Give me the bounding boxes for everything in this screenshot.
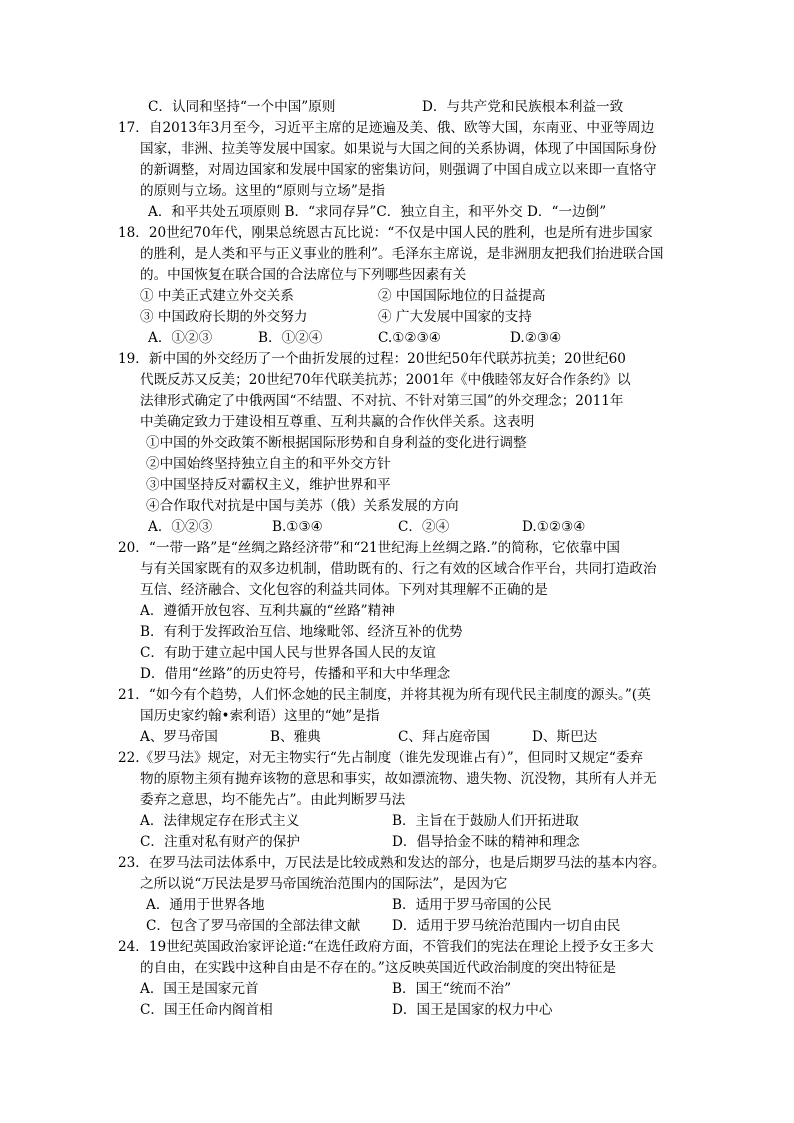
q23-stem-line-1: 23．在罗马法司法体系中，万民法是比较成熟和发达的部分，也是后期罗马法的基本内容。 xyxy=(118,855,666,871)
q19-option-d: D.①②③④ xyxy=(522,519,586,535)
q20-option-c: C．有助于建立起中国人民与世界各国人民的友谊 xyxy=(140,645,436,661)
q23-option-a: A．通用于世界各地 xyxy=(146,897,265,913)
q22-stem-line-3: 委弃之意思，均不能先占”。由此判断罗马法 xyxy=(140,792,406,808)
q19-item-1: ①中国的外交政策不断根据国际形势和自身利益的变化进行调整 xyxy=(146,435,527,451)
q17-stem-line-2: 国家，非洲、拉美等发展中国家。如果说与大国之间的关系协调，体现了中国国际身份 xyxy=(140,141,657,157)
q21-stem-line-2: 国历史家约翰•索利语）这里的“她”是指 xyxy=(140,708,380,724)
q22-option-a: A．法律规定存在形式主义 xyxy=(140,813,300,829)
q18-stem-line-3: 的。中国恢复在联合国的合法席位与下列哪些因素有关 xyxy=(140,267,467,283)
q20-stem-line-1: 20．“一带一路”是“丝绸之路经济带”和“21世纪海上丝绸之路.”的简称，它依靠中国 xyxy=(118,540,621,556)
q17-stem-line-1: 17．自2013年3月至今，习近平主席的足迹遍及美、俄、欧等大国，东南亚、中亚等周边 xyxy=(118,120,655,136)
q21-option-c: C、拜占庭帝国 xyxy=(398,729,490,745)
q24-option-b: B．国王“统而不治” xyxy=(392,981,512,997)
q18-item-1: ① 中美正式建立外交关系 xyxy=(140,288,294,304)
q20-stem-line-2: 与有关国家既有的双多边机制，借助既有的、行之有效的区域合作平台，共同打造政治 xyxy=(140,561,657,577)
q18-option-b: B．①②④ xyxy=(258,330,323,346)
q24-option-a: A．国王是国家元首 xyxy=(140,981,259,997)
q17-stem-line-3: 的新调整，对周边国家和发展中国家的密集访问，则强调了中国自成立以来即一直恪守 xyxy=(140,162,657,178)
q22-option-d: D．倡导拾金不昧的精神和理念 xyxy=(392,834,580,850)
q18-stem-line-2: 的胜利，是人类和平与正义事业的胜利”。毛泽东主席说，是非洲朋友把我们抬进联合国 xyxy=(140,246,664,262)
q19-item-2: ②中国始终坚持独立自主的和平外交方针 xyxy=(146,456,391,472)
q17-stem-line-4: 的原则与立场。这里的“原则与立场”是指 xyxy=(140,183,385,199)
q20-option-a: A．遵循开放包容、互利共赢的“丝路”精神 xyxy=(140,603,395,619)
q22-option-c: C．注重对私有财产的保护 xyxy=(140,834,300,850)
q19-item-3: ③中国坚持反对霸权主义，维护世界和平 xyxy=(146,477,391,493)
q22-option-b: B．主旨在于鼓励人们开拓进取 xyxy=(392,813,579,829)
q22-stem-line-2: 物的原物主须有抛弃该物的意思和事实，故如漂流物、遗失物、沉没物，其所有人并无 xyxy=(140,771,657,787)
q19-option-b: B.①③④ xyxy=(272,519,323,535)
q19-stem-line-4: 中美确定致力于建设相互尊重、互利共赢的合作伙伴关系。这表明 xyxy=(140,414,535,430)
q24-stem-line-2: 的自由，在实践中这种自由是不存在的。”这反映英国近代政治制度的突出特征是 xyxy=(140,960,616,976)
q21-stem-line-1: 21．“如今有个趋势，人们怀念她的民主制度，并将其视为所有现代民主制度的源头。”(英 xyxy=(118,687,651,703)
q20-option-b: B．有利于发挥政治互信、地缘毗邻、经济互补的优势 xyxy=(140,624,463,640)
q19-stem-line-3: 法律形式确定了中俄两国“不结盟、不对抗、不针对第三国”的外交理念；2011年 xyxy=(140,393,624,409)
q18-item-4: ④ 广大发展中国家的支持 xyxy=(378,309,532,325)
q18-option-a: A．①②③ xyxy=(148,330,213,346)
q19-option-c: C．②④ xyxy=(398,519,450,535)
q20-option-d: D．借用“丝路”的历史符号，传播和平和大中华理念 xyxy=(140,666,451,682)
q19-option-a: A．①②③ xyxy=(148,519,213,535)
q24-option-c: C．国王任命内阁首相 xyxy=(140,1002,273,1018)
q23-option-d: D．适用于罗马统治范围内一切自由民 xyxy=(392,918,621,934)
q23-option-b: B．适用于罗马帝国的公民 xyxy=(392,897,552,913)
q17-options: A．和平共处五项原则 B．“求同存异”C．独立自主，和平外交 D．“一边倒” xyxy=(148,204,607,220)
q18-item-3: ③ 中国政府长期的外交努力 xyxy=(140,309,308,325)
q18-option-c: C.①②③④ xyxy=(378,330,441,346)
q18-item-2: ② 中国国际地位的日益提高 xyxy=(378,288,546,304)
q19-item-4: ④合作取代对抗是中国与美苏（俄）关系发展的方向 xyxy=(146,498,459,514)
q16-option-d: D．与共产党和民族根本利益一致 xyxy=(422,99,624,115)
q20-stem-line-3: 互信、经济融合、文化包容的利益共同体。下列对其理解不正确的是 xyxy=(140,582,548,598)
q22-stem-line-1: 22.《罗马法》规定，对无主物实行“先占制度（谁先发现谁占有）”，但同时又规定“委弃 xyxy=(118,750,644,766)
q23-option-c: C．包含了罗马帝国的全部法律文献 xyxy=(146,918,361,934)
q19-stem-line-2: 代既反苏又反美；20世纪70年代联美抗苏；2001年《中俄睦邻友好合作条约》以 xyxy=(140,372,631,388)
q18-option-d: D.②③④ xyxy=(510,330,562,346)
q23-stem-line-2: 之所以说“万民法是罗马帝国统治范围内的国际法”，是因为它 xyxy=(140,876,508,892)
q21-option-a: A、罗马帝国 xyxy=(140,729,218,745)
q19-stem-line-1: 19．新中国的外交经历了一个曲折发展的过程：20世纪50年代联苏抗美；20世纪60 xyxy=(118,351,626,367)
q24-option-d: D．国王是国家的权力中心 xyxy=(392,1002,553,1018)
q21-option-b: B、雅典 xyxy=(270,729,321,745)
q16-option-c: C．认同和坚持“一个中国”原则 xyxy=(148,99,336,115)
q21-option-d: D、斯巴达 xyxy=(532,729,598,745)
q18-stem-line-1: 18．20世纪70年代，刚果总统恩古瓦比说：“不仅是中国人民的胜利，也是所有进步国家 xyxy=(118,225,653,241)
q24-stem-line-1: 24．19世纪英国政治家评论道:“在选任政府方面，不管我们的宪法在理论上授予女王多大 xyxy=(118,939,654,955)
